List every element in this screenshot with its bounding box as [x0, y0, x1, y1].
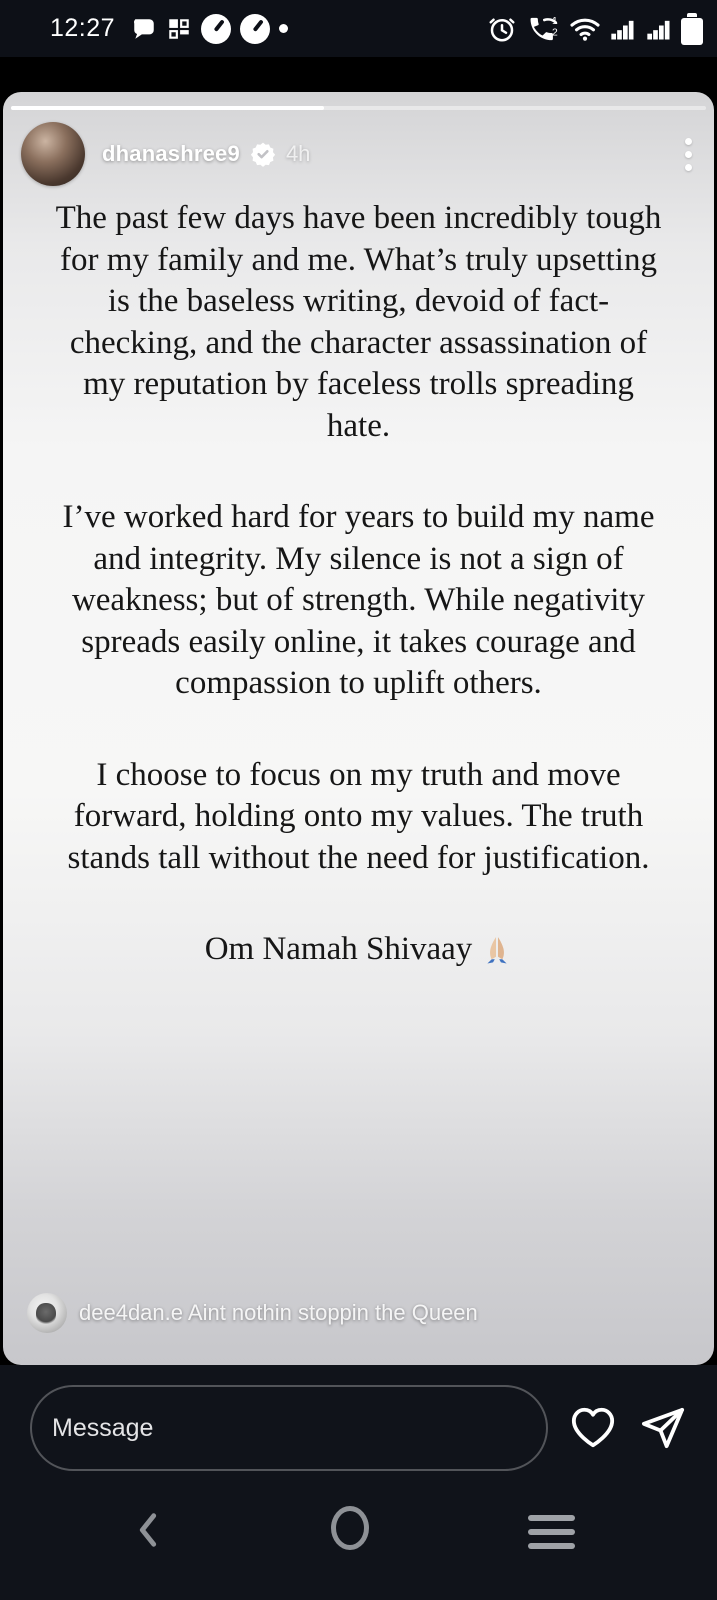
story-paragraph: I’ve worked hard for years to build my name and integrity. My silence is not a sign of weakness; but of strength. While negativity spreads easily online, it takes courage and compassion to uplift others. — [62, 499, 655, 701]
chat-bubble-icon — [131, 16, 157, 42]
paper-plane-icon[interactable] — [640, 1407, 686, 1454]
story-om-line: Om Namah Shivaay — [204, 931, 473, 967]
music-attribution[interactable] — [27, 1293, 687, 1333]
music-artist-avatar — [27, 1293, 67, 1333]
svg-text:1: 1 — [552, 15, 558, 27]
story-progress-bar — [11, 106, 706, 110]
bottom-bar — [0, 1365, 717, 1600]
story-paragraph: I choose to focus on my truth and move forward, holding onto my values. The truth stands tall without the need for justification. — [67, 756, 650, 876]
story-header — [21, 122, 700, 186]
story-viewer[interactable] — [3, 92, 714, 1365]
signal-bars-sim2-icon — [645, 15, 673, 43]
verified-badge-icon — [250, 141, 276, 167]
back-chevron-icon[interactable] — [133, 1510, 163, 1555]
alarm-icon — [487, 14, 517, 44]
story-progress-fill — [11, 106, 324, 110]
clock-time: 12:27 — [50, 14, 116, 42]
svg-text:2: 2 — [552, 26, 558, 38]
signal-bars-sim1-icon — [609, 15, 637, 43]
story-text-block — [54, 198, 664, 971]
music-attribution-text: dee4dan.e Aint nothin stoppin the Queen — [79, 1300, 478, 1325]
notification-icons — [131, 14, 288, 44]
notification-circle-icon — [240, 14, 270, 44]
username[interactable]: dhanashree9 — [102, 141, 240, 166]
notification-circle-icon — [201, 14, 231, 44]
message-input[interactable] — [30, 1385, 548, 1471]
folded-hands-emoji — [482, 934, 512, 966]
message-placeholder: Message — [52, 1413, 154, 1442]
system-status-icons — [487, 13, 703, 45]
more-notifications-dot — [279, 24, 288, 33]
status-bar — [0, 0, 717, 57]
widget-grid-icon — [166, 16, 192, 42]
story-paragraph: The past few days have been incredibly tough for my family and me. What’s truly upsetting is the baseless writing, devoid of fact-checking, and the character assassination of my reputation by faceless trolls spreading hate. — [55, 200, 662, 444]
wifi-icon — [569, 16, 601, 42]
avatar[interactable] — [21, 122, 85, 186]
letterbox-gap — [0, 57, 717, 92]
wifi-calling-dual-sim-icon — [525, 13, 561, 45]
heart-icon[interactable] — [570, 1405, 616, 1454]
battery-icon — [681, 13, 703, 45]
story-timestamp: 4h — [285, 141, 311, 166]
kebab-menu-icon[interactable] — [677, 134, 700, 175]
recents-menu-icon[interactable] — [528, 1515, 575, 1549]
home-circle-icon[interactable] — [331, 1506, 369, 1550]
